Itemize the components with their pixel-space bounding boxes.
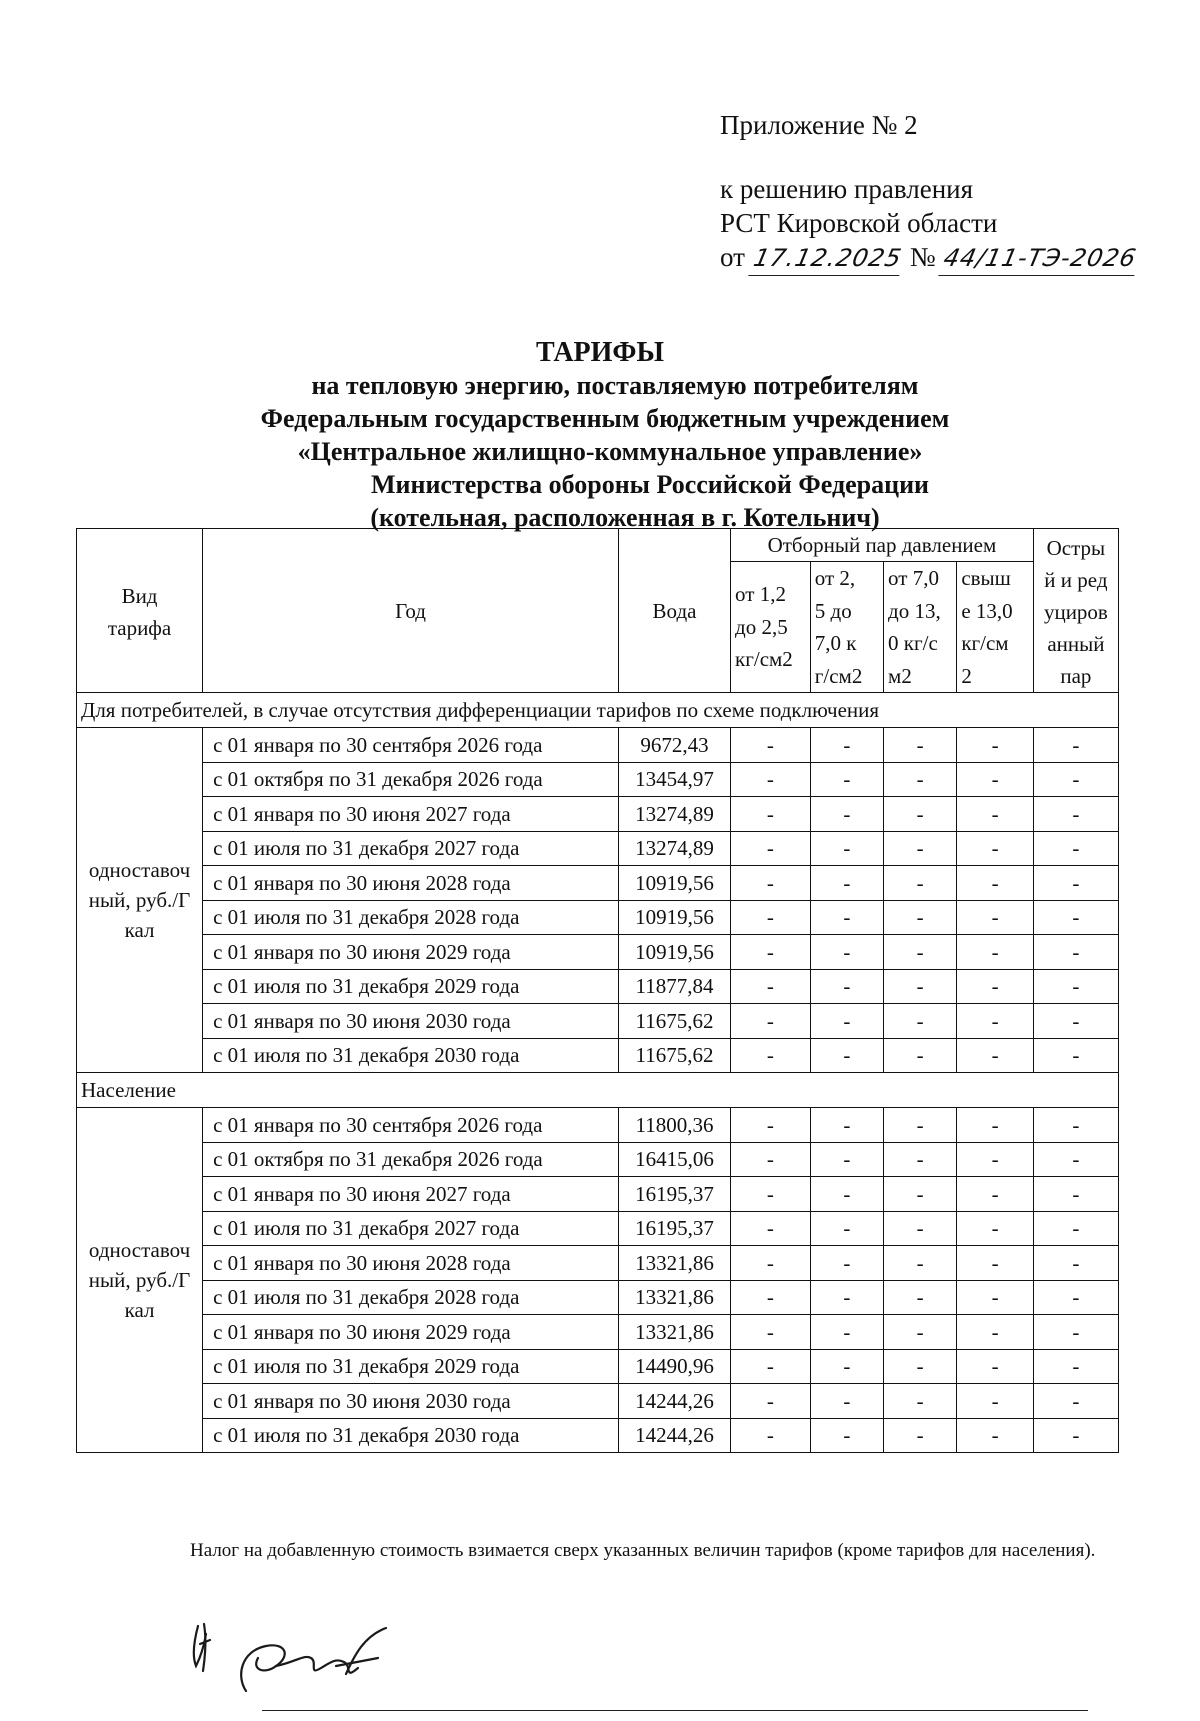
empty-cell-sharp: - (1033, 1246, 1118, 1281)
empty-cell-steam-4: - (957, 762, 1034, 797)
period-cell: с 01 января по 30 сентября 2026 года (203, 1108, 619, 1143)
empty-cell-steam-1: - (731, 1038, 811, 1073)
tariff-kind-label: одноставочный, руб./Гкал (88, 1238, 191, 1322)
empty-cell-steam-3: - (884, 1108, 957, 1143)
tariff-kind-cell (77, 1108, 203, 1453)
empty-cell-steam-4: - (957, 969, 1034, 1004)
water-tariff-cell: 16195,37 (618, 1211, 730, 1246)
water-tariff-cell: 13274,89 (618, 797, 730, 832)
header-kind: Вид тарифа (77, 529, 203, 693)
empty-cell-steam-1: - (731, 762, 811, 797)
period-cell: с 01 января по 30 сентября 2026 года (203, 728, 619, 763)
empty-cell-steam-1: - (731, 866, 811, 901)
header-sharp-steam: Острый и редуцированный пар (1033, 529, 1118, 693)
empty-cell-steam-1: - (731, 1349, 811, 1384)
empty-cell-sharp: - (1033, 1349, 1118, 1384)
appendix-title: Приложение № 2 (720, 110, 918, 140)
empty-cell-steam-2: - (810, 900, 883, 935)
empty-cell-steam-2: - (810, 969, 883, 1004)
empty-cell-steam-4: - (957, 1280, 1034, 1315)
empty-cell-sharp: - (1033, 935, 1118, 970)
water-tariff-cell: 13321,86 (618, 1315, 730, 1350)
water-tariff-cell: 16195,37 (618, 1177, 730, 1212)
table-row (77, 831, 1119, 866)
period-cell: с 01 января по 30 июня 2027 года (203, 797, 619, 832)
table-row (77, 728, 1119, 763)
empty-cell-steam-4: - (957, 797, 1034, 832)
water-tariff-cell: 10919,56 (618, 935, 730, 970)
empty-cell-sharp: - (1033, 1384, 1118, 1419)
empty-cell-steam-4: - (957, 1349, 1034, 1384)
heading-line-2: Федеральным государственным бюджетным учреждением (260, 404, 950, 433)
water-tariff-cell: 14244,26 (618, 1418, 730, 1453)
period-cell: с 01 января по 30 июня 2029 года (203, 935, 619, 970)
empty-cell-steam-2: - (810, 1384, 883, 1419)
water-tariff-cell: 13321,86 (618, 1246, 730, 1281)
empty-cell-steam-2: - (810, 831, 883, 866)
heading-line-5: (котельная, расположенная в г. Котельнич) (370, 503, 880, 532)
empty-cell-steam-2: - (810, 762, 883, 797)
period-cell: с 01 января по 30 июня 2030 года (203, 1384, 619, 1419)
table-row (77, 1315, 1119, 1350)
period-cell: с 01 января по 30 июня 2028 года (203, 1246, 619, 1281)
empty-cell-steam-1: - (731, 728, 811, 763)
empty-cell-steam-2: - (810, 935, 883, 970)
water-tariff-cell: 11675,62 (618, 1004, 730, 1039)
empty-cell-steam-1: - (731, 831, 811, 866)
empty-cell-steam-4: - (957, 728, 1034, 763)
header-steam-2: от 2,5 до 7,0 кг/см2 (810, 562, 883, 693)
table-row (77, 1280, 1119, 1315)
heading-main: ТАРИФЫ (536, 337, 664, 368)
empty-cell-steam-1: - (731, 1280, 811, 1315)
empty-cell-steam-3: - (884, 900, 957, 935)
header-steam-3: от 7,0 до 13,0 кг/см2 (884, 562, 957, 693)
period-cell: с 01 июля по 31 декабря 2030 года (203, 1038, 619, 1073)
period-cell: с 01 июля по 31 декабря 2028 года (203, 900, 619, 935)
period-cell: с 01 июля по 31 декабря 2027 года (203, 1211, 619, 1246)
empty-cell-steam-4: - (957, 935, 1034, 970)
empty-cell-steam-1: - (731, 1004, 811, 1039)
water-tariff-cell: 13321,86 (618, 1280, 730, 1315)
empty-cell-steam-3: - (884, 1315, 957, 1350)
empty-cell-steam-3: - (884, 1004, 957, 1039)
empty-cell-sharp: - (1033, 728, 1118, 763)
table-row (77, 1004, 1119, 1039)
empty-cell-steam-3: - (884, 1384, 957, 1419)
header-year: Год (203, 529, 619, 693)
water-tariff-cell: 16415,06 (618, 1142, 730, 1177)
empty-cell-sharp: - (1033, 762, 1118, 797)
empty-cell-steam-4: - (957, 1384, 1034, 1419)
period-cell: с 01 января по 30 июня 2029 года (203, 1315, 619, 1350)
empty-cell-steam-3: - (884, 1280, 957, 1315)
empty-cell-steam-2: - (810, 1280, 883, 1315)
empty-cell-steam-3: - (884, 1349, 957, 1384)
empty-cell-steam-4: - (957, 1004, 1034, 1039)
empty-cell-steam-4: - (957, 1315, 1034, 1350)
document-heading (0, 336, 1200, 534)
empty-cell-steam-2: - (810, 1004, 883, 1039)
water-tariff-cell: 13454,97 (618, 762, 730, 797)
empty-cell-steam-1: - (731, 1211, 811, 1246)
table-row (77, 935, 1119, 970)
empty-cell-steam-2: - (810, 1142, 883, 1177)
empty-cell-steam-2: - (810, 728, 883, 763)
period-cell: с 01 января по 30 июня 2028 года (203, 866, 619, 901)
table-row (77, 1418, 1119, 1453)
period-cell: с 01 июля по 31 декабря 2028 года (203, 1280, 619, 1315)
period-cell: с 01 июля по 31 декабря 2029 года (203, 969, 619, 1004)
table-row (77, 1142, 1119, 1177)
empty-cell-steam-1: - (731, 1246, 811, 1281)
appendix-block (720, 108, 1138, 276)
empty-cell-steam-3: - (884, 935, 957, 970)
empty-cell-steam-2: - (810, 1211, 883, 1246)
decision-date-line (720, 240, 1138, 276)
water-tariff-cell: 11877,84 (618, 969, 730, 1004)
empty-cell-steam-1: - (731, 797, 811, 832)
empty-cell-steam-1: - (731, 1418, 811, 1453)
empty-cell-steam-2: - (810, 1038, 883, 1073)
empty-cell-sharp: - (1033, 969, 1118, 1004)
empty-cell-steam-2: - (810, 1246, 883, 1281)
empty-cell-sharp: - (1033, 900, 1118, 935)
empty-cell-sharp: - (1033, 831, 1118, 866)
empty-cell-steam-3: - (884, 1246, 957, 1281)
empty-cell-steam-2: - (810, 1315, 883, 1350)
empty-cell-steam-1: - (731, 900, 811, 935)
empty-cell-steam-2: - (810, 1108, 883, 1143)
empty-cell-sharp: - (1033, 1211, 1118, 1246)
empty-cell-steam-4: - (957, 900, 1034, 935)
water-tariff-cell: 14490,96 (618, 1349, 730, 1384)
empty-cell-steam-2: - (810, 1177, 883, 1212)
decision-line-2: РСТ Кировской области (720, 208, 998, 238)
table-row (77, 1246, 1119, 1281)
empty-cell-steam-3: - (884, 866, 957, 901)
empty-cell-sharp: - (1033, 1418, 1118, 1453)
table-row (77, 900, 1119, 935)
empty-cell-steam-3: - (884, 1177, 957, 1212)
heading-line-4: Министерства обороны Российской Федерации (370, 470, 930, 499)
empty-cell-steam-1: - (731, 1108, 811, 1143)
decision-line-1: к решению правления (720, 174, 974, 204)
period-cell: с 01 октября по 31 декабря 2026 года (203, 762, 619, 797)
period-cell: с 01 января по 30 июня 2027 года (203, 1177, 619, 1212)
period-cell: с 01 июля по 31 декабря 2027 года (203, 831, 619, 866)
header-steam-1: от 1,2 до 2,5 кг/см2 (731, 562, 811, 693)
date-prefix: от (720, 242, 745, 272)
empty-cell-steam-3: - (884, 797, 957, 832)
section-title: Население (77, 1073, 1119, 1108)
section-title: Для потребителей, в случае отсутствия дифференциации тарифов по схеме подключения (77, 693, 1119, 728)
water-tariff-cell: 11800,36 (618, 1108, 730, 1143)
empty-cell-sharp: - (1033, 1177, 1118, 1212)
empty-cell-steam-3: - (884, 831, 957, 866)
empty-cell-steam-1: - (731, 969, 811, 1004)
signature-line (262, 1710, 1088, 1711)
empty-cell-steam-3: - (884, 762, 957, 797)
table-row (77, 1108, 1119, 1143)
empty-cell-steam-2: - (810, 1418, 883, 1453)
table-row (77, 969, 1119, 1004)
empty-cell-steam-2: - (810, 866, 883, 901)
table-row (77, 1211, 1119, 1246)
section-row (77, 693, 1119, 728)
period-cell: с 01 июля по 31 декабря 2030 года (203, 1418, 619, 1453)
table-row (77, 1384, 1119, 1419)
header-steam-4: свыше 13,0 кг/см2 (957, 562, 1034, 693)
table-row (77, 866, 1119, 901)
tariff-kind-label: одноставочный, руб./Гкал (88, 858, 191, 942)
empty-cell-steam-4: - (957, 1108, 1034, 1143)
water-tariff-cell: 11675,62 (618, 1038, 730, 1073)
empty-cell-steam-3: - (884, 1142, 957, 1177)
period-cell: с 01 октября по 31 декабря 2026 года (203, 1142, 619, 1177)
empty-cell-steam-1: - (731, 1142, 811, 1177)
empty-cell-steam-1: - (731, 935, 811, 970)
table-row (77, 1038, 1119, 1073)
empty-cell-steam-4: - (957, 866, 1034, 901)
empty-cell-steam-3: - (884, 1418, 957, 1453)
signature-image (186, 1596, 406, 1711)
water-tariff-cell: 10919,56 (618, 866, 730, 901)
empty-cell-sharp: - (1033, 1142, 1118, 1177)
water-tariff-cell: 13274,89 (618, 831, 730, 866)
vat-note: Налог на добавленную стоимость взимается сверх указанных величин тарифов (кроме тарифов для населения). (190, 1540, 1096, 1561)
section-row (77, 1073, 1119, 1108)
empty-cell-steam-1: - (731, 1315, 811, 1350)
empty-cell-sharp: - (1033, 1004, 1118, 1039)
decision-date: 17.12.2025 (748, 241, 907, 276)
table-row (77, 762, 1119, 797)
empty-cell-steam-4: - (957, 1142, 1034, 1177)
empty-cell-steam-2: - (810, 797, 883, 832)
empty-cell-sharp: - (1033, 1315, 1118, 1350)
empty-cell-steam-4: - (957, 1038, 1034, 1073)
empty-cell-sharp: - (1033, 1038, 1118, 1073)
empty-cell-steam-4: - (957, 1177, 1034, 1212)
empty-cell-steam-3: - (884, 1038, 957, 1073)
tariff-kind-cell (77, 728, 203, 1073)
empty-cell-steam-4: - (957, 831, 1034, 866)
empty-cell-sharp: - (1033, 1280, 1118, 1315)
table-row (77, 797, 1119, 832)
header-row-1 (77, 529, 1119, 562)
period-cell: с 01 января по 30 июня 2030 года (203, 1004, 619, 1039)
empty-cell-steam-4: - (957, 1211, 1034, 1246)
heading-line-1: на тепловую энергию, поставляемую потребителям (311, 371, 919, 400)
empty-cell-steam-2: - (810, 1349, 883, 1384)
empty-cell-steam-4: - (957, 1246, 1034, 1281)
tariff-table (76, 528, 1119, 1453)
decision-number: 44/11-ТЭ-2026 (939, 241, 1142, 276)
empty-cell-sharp: - (1033, 797, 1118, 832)
empty-cell-steam-1: - (731, 1384, 811, 1419)
header-water: Вода (618, 529, 730, 693)
empty-cell-steam-3: - (884, 1211, 957, 1246)
water-tariff-cell: 14244,26 (618, 1384, 730, 1419)
empty-cell-steam-3: - (884, 969, 957, 1004)
empty-cell-steam-1: - (731, 1177, 811, 1212)
heading-line-3: «Центральное жилищно-коммунальное управление» (297, 437, 923, 466)
water-tariff-cell: 9672,43 (618, 728, 730, 763)
number-prefix: № (909, 242, 936, 272)
period-cell: с 01 июля по 31 декабря 2029 года (203, 1349, 619, 1384)
empty-cell-sharp: - (1033, 1108, 1118, 1143)
table-row (77, 1349, 1119, 1384)
water-tariff-cell: 10919,56 (618, 900, 730, 935)
table-row (77, 1177, 1119, 1212)
empty-cell-sharp: - (1033, 866, 1118, 901)
empty-cell-steam-4: - (957, 1418, 1034, 1453)
empty-cell-steam-3: - (884, 728, 957, 763)
header-steam-group: Отборный пар давлением (731, 529, 1034, 562)
